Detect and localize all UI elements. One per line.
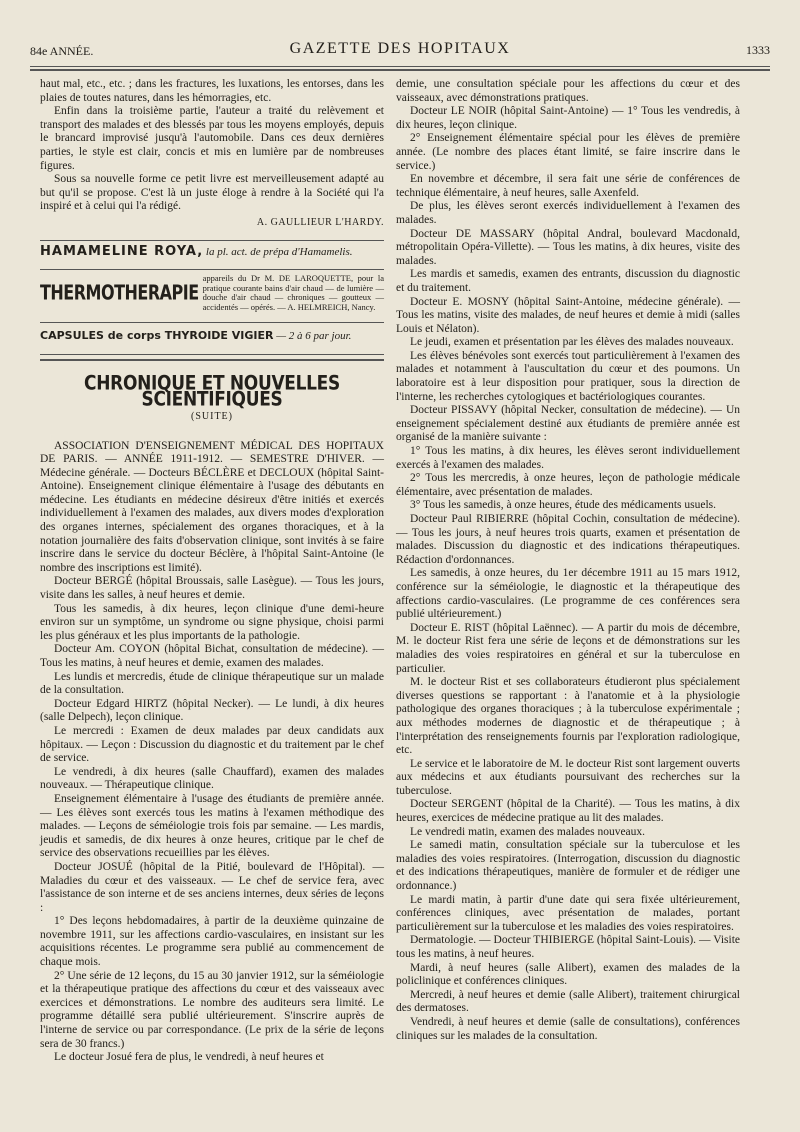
paragraph: Vendredi, à neuf heures et demie (salle de consultations), conférences cliniques sur les malades de la consultation.	[396, 1015, 740, 1042]
paragraph: Docteur DE MASSARY (hôpital Andral, boulevard Macdonald, métropolitain Opéra-Villette). — Tous les matins, à dix heures, visite des malades.	[396, 227, 740, 267]
ad-rule	[40, 240, 384, 241]
ad-description: la pl. act. de prépa d'Hamamelis.	[205, 245, 353, 258]
paragraph: Le mardi matin, à partir d'une date qui sera fixée ultérieurement, conférences cliniques, avec présentation de malades, portant particulièrement sur la tuberculose et les maladies des voies respiratoires.	[396, 893, 740, 933]
header-rule	[30, 66, 770, 67]
paragraph: Le vendredi, à dix heures (salle Chauffard), examen des malades nouveaux. — Thérapeutique clinique.	[40, 765, 384, 792]
paragraph: Les samedis, à onze heures, du 1er décembre 1911 au 15 mars 1912, conférence sur la séméiologie, le diagnostic et la thérapeutique des affections cardio-vasculaires. (Le programme de ces conférences sera publié ultérieurement.)	[396, 567, 740, 621]
paragraph: Les mardis et samedis, examen des entrants, discussion du diagnostic et du traitement.	[396, 268, 740, 294]
paragraph: 1° Tous les matins, à dix heures, les élèves seront individuellement exercés à l'examen des malades.	[396, 445, 740, 471]
paragraph: Tous les samedis, à dix heures, leçon clinique d'une demi-heure environ sur un symptôme, un syndrome ou signe physique, choisi parmi les plus généraux et les plus importants de la pathologie.	[40, 602, 384, 642]
right-column	[396, 78, 740, 1043]
paragraph: Docteur E. MOSNY (hôpital Saint-Antoine, médecine générale). — Tous les matins, visite des malades, de neuf heures et demie à midi (salles Louis et Nélaton).	[396, 295, 740, 335]
advertisement-thermotherapie	[40, 274, 384, 312]
paragraph: Enfin dans la troisième partie, l'auteur a traité du relèvement et transport des malades et des blessés par tous les moyens employés, depuis le brancard improvisé jusqu'à l'automobile. Dans ces deux dernières parties, le style est clair, concis et mis en lumière par de nombreuses figures.	[40, 105, 384, 172]
paragraph: De plus, les élèves seront exercés individuellement à l'examen des malades.	[396, 200, 740, 226]
paragraph: En novembre et décembre, il sera fait une série de conférences de technique élémentaire, à neuf heures, salle Axenfeld.	[396, 173, 740, 199]
ad-brand: THERMOTHERAPIE	[40, 280, 199, 305]
paragraph: 1° Des leçons hebdomadaires, à partir de la deuxième quinzaine de novembre 1911, sur les affections cardio-vasculaires, en insistant sur les acquisitions récentes. Le programme sera publié au commencement de chaque mois.	[40, 915, 384, 969]
page-number: 1333	[746, 43, 770, 57]
paragraph: Les lundis et mercredis, étude de clinique thérapeutique sur un malade de la consultation.	[40, 670, 384, 697]
paragraph: demie, une consultation spéciale pour les affections du cœur et des vaisseaux, avec démonstrations pratiques.	[396, 78, 740, 104]
paragraph: Le vendredi matin, examen des malades nouveaux.	[410, 825, 646, 838]
issue-year: 84e ANNÉE.	[30, 44, 94, 58]
paragraph: Docteur Edgard HIRTZ (hôpital Necker). — Le lundi, à dix heures (salle Delpech), leçon clinique.	[40, 697, 384, 724]
paragraph: Docteur PISSAVY (hôpital Necker, consultation de médecine). — Un enseignement spécialement destiné aux étudiants de première année est organisé de la manière suivante :	[396, 404, 740, 444]
paragraph: Docteur Am. COYON (hôpital Bichat, consultation de médecine). — Tous les matins, à neuf heures et demie, examen des malades.	[40, 643, 384, 669]
ad-brand: HAMAMELINE ROYA,	[40, 243, 204, 259]
ad-rule	[40, 269, 384, 270]
paragraph: haut mal, etc., etc. ; dans les fractures, les luxations, les entorses, dans les plaies de toutes natures, dans les hémorragies, etc.	[40, 78, 384, 104]
ad-description: appareils du Dr M. DE LAROQUETTE, pour la pratique courante bains d'air chaud — de lumière — douche d'air chaud — chroniques — goutteux — accidentés — opérés. — A. HELMREICH, Nancy.	[202, 273, 384, 312]
paragraph: Le jeudi, examen et présentation par les élèves des malades nouveaux.	[410, 336, 734, 349]
paragraph: 2° Une série de 12 leçons, du 15 au 30 janvier 1912, sur la séméiologie et la thérapeutique pratique des affections du cœur et des vaisseaux avec exercices et démonstrations. Le nombre des auditeurs sera limité. Le programme détaillé sera publié ultérieurement. S'inscrire auprès de l'interne de service ou par correspondance. (Le prix de la série de leçons sera de 30 francs.)	[40, 969, 384, 1050]
paragraph: Enseignement élémentaire à l'usage des étudiants de première année. — Les élèves sont exercés tous les matins à l'examen méthodique des malades. — Leçons de séméiologie trois fois par semaine. — Les mardis, jeudis et samedis, de dix heures à onze heures, critique par le chef de service des observations recueillies par les élèves.	[40, 792, 384, 860]
paragraph: Le service et le laboratoire de M. le docteur Rist sont largement ouverts aux médecins et aux étudiants poursuivant des recherches sur la tuberculose.	[396, 757, 740, 797]
paragraph: Mardi, à neuf heures (salle Alibert), examen des malades de la policlinique et conférences cliniques.	[396, 961, 740, 988]
ad-rule	[40, 322, 384, 323]
ad-dose: — 2 à 6 par jour.	[276, 330, 352, 343]
paragraph: Les élèves bénévoles sont exercés tout particulièrement à l'examen des malades et notamment à l'auscultation du cœur et des poumons. Un laboratoire est à leur disposition pour pratiquer, sous la direction de l'interne, les recherches cytologiques et bactériologiques courantes.	[396, 349, 740, 403]
journal-title: GAZETTE DES HOPITAUX	[289, 40, 511, 57]
advertisement-hamameline	[40, 245, 384, 260]
advertisement-capsules	[40, 329, 384, 344]
paragraph: Le docteur Josué fera de plus, le vendredi, à neuf heures et	[54, 1051, 324, 1064]
ad-brand: CAPSULES de corps THYROIDE VIGIER	[40, 329, 274, 343]
paragraph: Docteur LE NOIR (hôpital Saint-Antoine) — 1° Tous les vendredis, à dix heures, leçon clinique.	[396, 105, 740, 131]
paragraph: Le samedi matin, consultation spéciale sur la tuberculose et les maladies des voies respiratoires. (Interrogation, discussion du diagnostic et des indications thérapeutiques, manière de formuler et de rédiger une ordonnance.)	[396, 839, 740, 893]
ad-rule-double	[40, 359, 384, 361]
page-header	[30, 40, 770, 62]
paragraph: Docteur E. RIST (hôpital Laënnec). — A partir du mois de décembre, M. le docteur Rist fera une série de leçons et de démonstrations sur les maladies des voies respiratoires en général et sur la tuberculose en particulier.	[396, 621, 740, 675]
paragraph: ASSOCIATION D'ENSEIGNEMENT MÉDICAL DES HOPITAUX DE PARIS. — ANNÉE 1911-1912. — SEMESTRE D'HIVER. — Médecine générale. — Docteurs BÉCLÈRE et DECLOUX (hôpital Saint-Antoine). Enseignement clinique élémentaire à l'usage des débutants en médecine. Les étudiants en médecine désireux d'être initiés et exercés individuellement à l'examen des malades, aux divers modes d'exploration des organes internes, spécialement des organes thoraciques, et à la notation journalière des faits d'observation clinique, sont invités à se faire inscrire dans le service du docteur Béclère, à l'hôpital Saint-Antoine (le nombre des inscriptions est limité).	[40, 439, 384, 574]
paragraph: Docteur Paul RIBIERRE (hôpital Cochin, consultation de médecine). — Tous les jours, à neuf heures trois quarts, examen et présentation de malades. Discussion du diagnostic et des indications thérapeutiques. Rédaction d'ordonnances.	[396, 513, 740, 566]
paragraph: Mercredi, à neuf heures et demie (salle Alibert), traitement chirurgical des dermatoses.	[396, 988, 740, 1015]
paragraph: M. le docteur Rist et ses collaborateurs étudieront plus spécialement diverses questions se rapportant : à l'anatomie et à la physiologie pathologique des organes thoraciques ; à la tuberculose expérimentale ; aux méthodes modernes de diagnostic et de thérapeutique ; à l'interprétation des renseignements fournis par l'exploration radiologique, etc.	[396, 676, 740, 757]
review-signature: A. GAULLIEUR L'HARDY.	[256, 216, 384, 228]
paragraph: 2° Enseignement élémentaire spécial pour les élèves de première année. (Le nombre des places étant limité, se faire inscrire dans le service.)	[396, 132, 740, 172]
section-subtitle: (SUITE)	[191, 410, 233, 422]
paragraph: 2° Tous les mercredis, à onze heures, leçon de pathologie médicale élémentaire, avec présentation de malades.	[396, 472, 740, 498]
paragraph: Sous sa nouvelle forme ce petit livre est merveilleusement adapté au but qu'il se propose. C'est là un juste éloge à rendre à la Société qui l'a inspiré et à celui qui l'a rédigé.	[40, 173, 384, 213]
paragraph: Docteur JOSUÉ (hôpital de la Pitié, boulevard de l'Hôpital). — Maladies du cœur et des vaisseaux. — Le chef de service fera, avec l'assistance de son interne et de ses anciens internes, deux séries de leçons :	[40, 860, 384, 914]
section-title: CHRONIQUE ET NOUVELLES SCIENTIFIQUES	[84, 372, 340, 411]
header-rule-double	[30, 69, 770, 71]
paragraph: Docteur BERGÉ (hôpital Broussais, salle Lasègue). — Tous les jours, visite dans les salles, à neuf heures et demie.	[40, 575, 384, 602]
paragraph: Le mercredi : Examen de deux malades par deux candidats aux hôpitaux. — Leçon : Discussion du diagnostic et du traitement par le chef de service.	[40, 724, 384, 765]
paragraph: 3° Tous les samedis, à onze heures, étude des médicaments usuels.	[410, 499, 717, 512]
left-column	[40, 78, 384, 1065]
ad-rule	[40, 354, 384, 355]
paragraph: Docteur SERGENT (hôpital de la Charité). — Tous les matins, à dix heures, exercices de médecine pratique au lit des malades.	[396, 798, 740, 825]
paragraph: Dermatologie. — Docteur THIBIERGE (hôpital Saint-Louis). — Visite tous les matins, à neuf heures.	[396, 934, 740, 960]
